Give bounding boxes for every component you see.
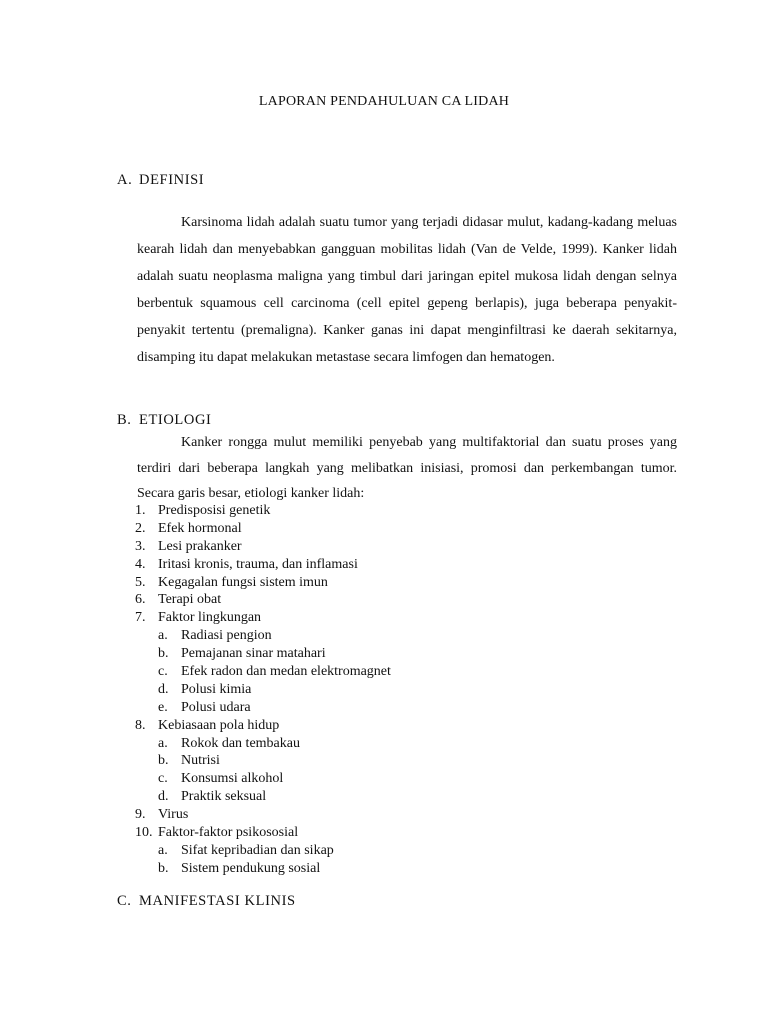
list-item: 5. Kegagalan fungsi sistem imun xyxy=(135,574,328,590)
sub-list-item: a. Rokok dan tembakau xyxy=(158,735,300,751)
list-item: 6. Terapi obat xyxy=(135,592,222,608)
list-item: 2. Efek hormonal xyxy=(135,520,242,536)
sub-list-item: d. Polusi kimia xyxy=(158,681,252,697)
sub-list-item: b. Pemajanan sinar matahari xyxy=(158,646,326,662)
list-item: 10. Faktor-faktor psikososial xyxy=(135,825,299,841)
list-item: 4. Iritasi kronis, trauma, dan inflamasi xyxy=(135,556,358,572)
list-item: 8. Kebiasaan pola hidup xyxy=(135,717,280,733)
sub-list-item: b. Sistem pendukung sosial xyxy=(158,860,321,876)
list-item: 7. Faktor lingkungan xyxy=(135,610,262,626)
sub-list-item: d. Praktik seksual xyxy=(158,789,267,805)
section-heading-etiologi xyxy=(117,412,211,429)
section-letter: C. xyxy=(117,893,132,909)
sub-list-item: b. Nutrisi xyxy=(158,753,220,769)
section-title: DEFINISI xyxy=(139,172,205,188)
section-letter: A. xyxy=(117,172,133,188)
section-title: ETIOLOGI xyxy=(139,412,212,428)
section-heading-manifestasi-klinis xyxy=(117,893,296,910)
sub-list-item: c. Efek radon dan medan elektromagnet xyxy=(158,664,391,680)
list-item: 1. Predisposisi genetik xyxy=(135,503,271,518)
sub-list-item: e. Polusi udara xyxy=(158,699,251,715)
list-item: 3. Lesi prakanker xyxy=(135,538,242,554)
section-heading-definisi xyxy=(117,172,204,189)
sub-list-item: a. Radiasi pengion xyxy=(158,628,272,644)
paragraph-definisi: Karsinoma lidah adalah suatu tumor yang terjadi didasar mulut, kadang-kadang meluas kearah lidah dan menyebabkan gangguan mobilitas lidah (Van de Velde, 1999). Kanker lidah adalah suatu neoplasma maligna yang timbul dari jaringan epitel mukosa lidah dengan selnya berbentuk squamous cell carcinoma (cell epitel gepeng berlapis), juga beberapa penyakit-penyakit tertentu (premaligna). Kanker ganas ini dapat menginfiltrasi ke daerah sekitarnya, disamping itu dapat melakukan metastase secara limfogen dan hematogen. xyxy=(137,215,677,365)
sub-list-item: c. Konsumsi alkohol xyxy=(158,771,284,787)
etiologi-list xyxy=(135,502,695,878)
paragraph-etiologi: Kanker rongga mulut memiliki penyebab yang multifaktorial dan suatu proses yang terdiri dari beberapa langkah yang melibatkan inisiasi, promosi dan perkembangan tumor. Secara garis besar, etiologi kanker lidah: xyxy=(137,435,677,501)
list-item: 9. Virus xyxy=(135,807,189,823)
section-letter: B. xyxy=(117,412,132,428)
section-title: MANIFESTASI KLINIS xyxy=(139,893,296,909)
page-title: LAPORAN PENDAHULUAN CA LIDAH xyxy=(258,94,510,109)
sub-list-item: a. Sifat kepribadian dan sikap xyxy=(158,842,334,858)
